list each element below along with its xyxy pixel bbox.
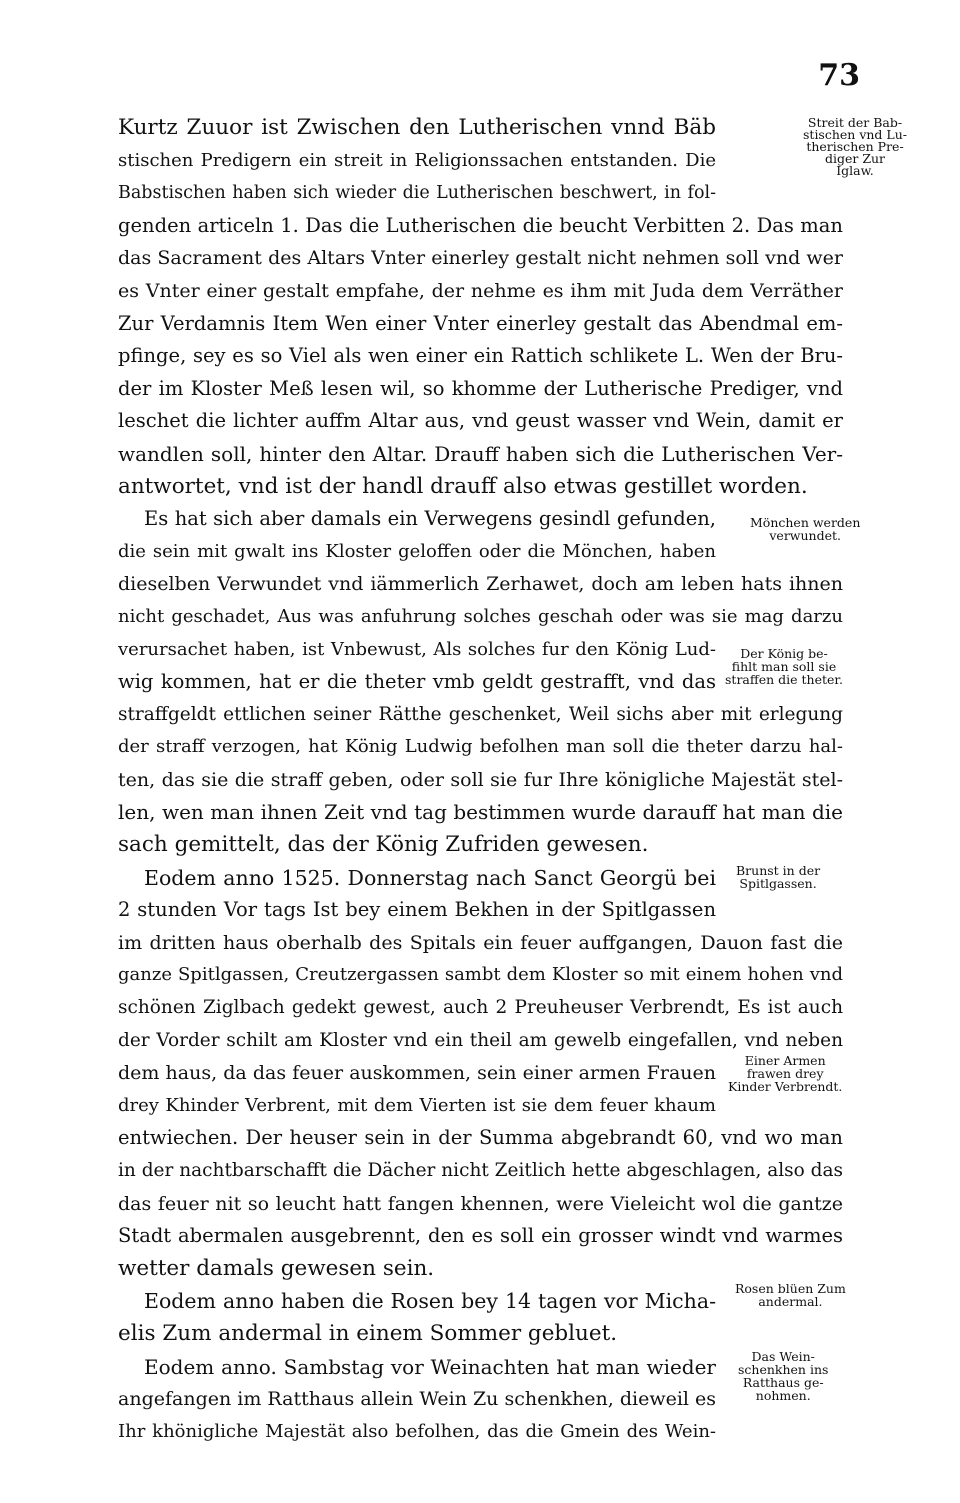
text-line-content: ten, das sie die straff geben, oder soll sie fur Ihre königliche Majestät stel- (118, 768, 843, 791)
text-line (118, 503, 843, 536)
margin-note-line: Das Wein- (751, 1349, 815, 1364)
text-line-content: straffgeldt ettlichen seiner Rätthe geschenket, Weil sichs aber mit erlegung (118, 703, 843, 725)
margin-note-line: Kinder Verbrendt. (728, 1079, 843, 1094)
margin-note-line: Ratthaus ge- (742, 1375, 824, 1390)
margin-note-line: verwundet. (769, 528, 841, 543)
margin-note-line: diger Zur (824, 151, 886, 166)
text-line-content: die sein mit gwalt ins Kloster geloffen oder die Mönchen, haben (118, 540, 716, 562)
margin-note-line: Spitlgassen. (739, 876, 817, 891)
text-line (118, 764, 843, 797)
text-line (118, 471, 843, 504)
text-line (118, 275, 843, 308)
text-line-content: Eodem anno. Sambstag vor Weinachten hat man wieder (144, 1354, 716, 1379)
text-line (118, 1025, 843, 1058)
text-line (118, 829, 843, 862)
text-line (118, 1188, 843, 1221)
text-line-content: 2 stunden Vor tags Ist bey einem Bekhen in der Spitlgassen (118, 898, 716, 922)
text-line-content: schönen Ziglbach gedekt gewest, auch 2 Preuheuser Verbrendt, Es ist auch (118, 997, 843, 1019)
margin-note (735, 1282, 846, 1308)
text-line-content: Zur Verdamnis Item Wen einer Vnter einerley gestalt das Abendmal em- (118, 311, 843, 335)
text-line-content: der straff verzogen, hat König Ludwig befolhen man soll die theter darzu hal- (118, 736, 843, 758)
text-line (118, 145, 843, 178)
text-line-content: elis Zum andermal in einem Sommer gebluet. (118, 1320, 618, 1346)
text-line (118, 373, 843, 406)
margin-note (803, 117, 907, 177)
text-line (118, 731, 843, 764)
text-line-content: len, wen man ihnen Zeit vnd tag bestimmen wurde darauff hat man die (118, 800, 843, 825)
text-line (118, 112, 843, 145)
text-line-content: das Sacrament des Altars Vnter einerley gestalt nicht nehmen soll vnd wer (118, 247, 843, 270)
text-line-content: der im Kloster Meß lesen wil, so khomme der Lutherische Prediger, vnd (118, 376, 843, 400)
text-line (118, 959, 843, 992)
text-line (118, 340, 843, 373)
margin-note-line: Mönchen werden (750, 515, 861, 530)
margin-note-line: fihlt man soll sie (731, 659, 837, 674)
margin-note-line: stischen vnd Lu- (803, 127, 907, 142)
margin-note (736, 864, 820, 890)
text-line-content: Ihr khönigliche Majestät also befolhen, das die Gmein des Wein- (118, 1420, 716, 1442)
text-line (118, 308, 843, 341)
text-line (118, 927, 843, 960)
text-line-content: pfinge, sey es so Viel als wen einer ein Rattich schlikete L. Wen der Bru- (118, 344, 843, 368)
margin-note (725, 647, 843, 686)
text-line (118, 405, 843, 438)
text-line-content: Babstischen haben sich wieder die Lutherischen beschwert, in fol- (118, 183, 716, 204)
margin-note-line: straffen die theter. (725, 672, 844, 687)
text-line (118, 568, 843, 601)
margin-note (750, 516, 860, 542)
text-line-content: in der nachtbarschafft die Dächer nicht Zeitlich hette abgeschlagen, also das (118, 1160, 844, 1181)
text-line (118, 1122, 843, 1155)
text-line-content: sach gemittelt, das der König Zufriden gewesen. (118, 832, 649, 858)
margin-note-line: therischen Pre- (806, 139, 904, 154)
text-line-content: verursachet haben, ist Vnbewust, Als solches fur den König Lud- (118, 638, 716, 660)
text-line (118, 894, 843, 927)
text-line-content: Eodem anno 1525. Donnerstag nach Sanct Georgü bei (144, 865, 716, 890)
text-line (118, 210, 843, 243)
text-line-content: das feuer nit so leucht hatt fangen khennen, were Vieleicht wol die gantze (118, 1192, 843, 1215)
margin-note (728, 1054, 842, 1093)
text-line-content: Eodem anno haben die Rosen bey 14 tagen vor Micha- (144, 1289, 716, 1314)
text-line (118, 1155, 843, 1188)
text-line-content: Kurtz Zuuor ist Zwischen den Lutherischen vnnd Bäb (118, 115, 716, 140)
text-line-content: wig kommen, hat er die theter vmb geldt gestrafft, vnd das (118, 670, 716, 694)
text-line-content: Es hat sich aber damals ein Verwegens gesindl gefunden, (144, 507, 716, 531)
text-line (118, 699, 843, 732)
page-number: 73 (818, 58, 860, 93)
margin-note-line: andermal. (758, 1294, 823, 1309)
text-line-content: genden articeln 1. Das die Lutherischen die beucht Verbitten 2. Das man (118, 213, 843, 237)
text-line (118, 1220, 843, 1253)
text-line (118, 536, 843, 569)
text-line-content: entwiechen. Der heuser sein in der Summa abgebrandt 60, vnd wo man (118, 1126, 843, 1150)
margin-note-line: Iglaw. (836, 163, 874, 178)
text-line (118, 601, 843, 634)
text-line-content: im dritten haus oberhalb des Spitals ein feuer auffgangen, Dauon fast die (118, 931, 843, 954)
margin-note-line: Der König be- (740, 646, 828, 661)
text-line-content: Stadt abermalen ausgebrennt, den es soll ein grosser windt vnd warmes (118, 1224, 843, 1248)
text-line-content: stischen Predigern ein streit in Religionssachen entstanden. Die (118, 149, 716, 171)
text-line (118, 438, 843, 471)
margin-note-line: Einer Armen (744, 1053, 826, 1068)
text-line (118, 862, 843, 895)
text-line-content: dieselben Verwundet vnd iämmerlich Zerhawet, doch am leben hats ihnen (118, 573, 843, 596)
margin-note-line: frawen drey (746, 1066, 824, 1081)
margin-note-line: nohmen. (755, 1388, 811, 1403)
text-line (118, 177, 843, 210)
text-line (118, 992, 843, 1025)
text-line-content: dem haus, da das feuer auskommen, sein einer armen Frauen (118, 1062, 716, 1085)
text-line-content: wetter damals gewesen sein. (118, 1255, 435, 1281)
text-line-content: nicht geschadet, Aus was anfuhrung solches geschah oder was sie mag darzu (118, 605, 843, 627)
text-line-content: drey Khinder Verbrent, mit dem Vierten ist sie dem feuer khaum (118, 1094, 716, 1116)
text-line-content: ganze Spitlgassen, Creutzergassen sambt dem Kloster so mit einem hohen vnd (118, 964, 843, 986)
text-line-content: wandlen soll, hinter den Altar. Drauff haben sich die Lutherischen Ver- (118, 441, 843, 466)
text-line-content: antwortet, vnd ist der handl drauff also etwas gestillet worden. (118, 473, 808, 499)
text-line (118, 1383, 843, 1416)
text-line (118, 1090, 843, 1123)
margin-note-line: Streit der Bab- (807, 115, 903, 130)
text-line-content: es Vnter einer gestalt empfahe, der nehme es ihm mit Juda dem Verräther (118, 279, 843, 302)
margin-note-line: schenkhen ins (738, 1362, 829, 1377)
text-line-content: leschet die lichter auffm Altar aus, vnd geust wasser vnd Wein, damit er (118, 409, 843, 433)
text-line (118, 1351, 843, 1384)
body-text (118, 112, 843, 1448)
text-line (118, 242, 843, 275)
margin-note-line: Brunst in der (736, 863, 821, 878)
margin-note (738, 1350, 828, 1402)
text-line (118, 1318, 843, 1351)
text-line-content: der Vorder schilt am Kloster vnd ein theil am gewelb eingefallen, vnd neben (118, 1029, 843, 1051)
text-line (118, 796, 843, 829)
margin-note-line: Rosen blüen Zum (735, 1281, 846, 1296)
text-line (118, 1416, 843, 1449)
text-line-content: angefangen im Ratthaus allein Wein Zu schenkhen, dieweil es (118, 1388, 717, 1411)
